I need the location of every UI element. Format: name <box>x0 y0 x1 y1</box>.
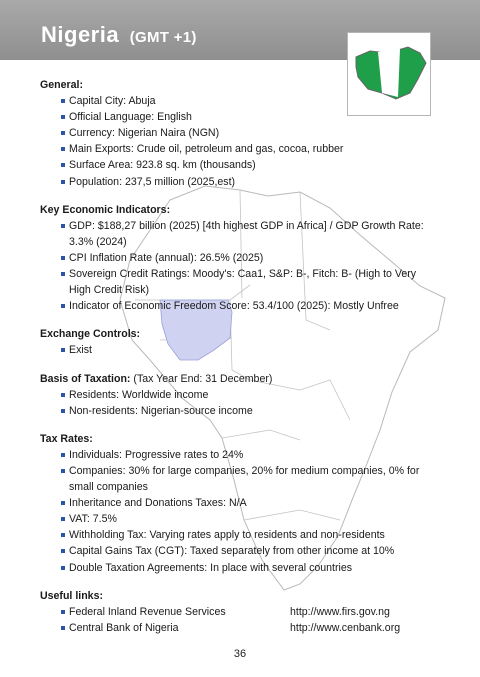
link-item-cbn <box>40 620 440 636</box>
tax-rates-list <box>40 447 440 576</box>
list-item: Main Exports: Crude oil, petroleum and gas, cocoa, rubber <box>40 141 440 157</box>
list-item: Indicator of Economic Freedom Score: 53.4/100 (2025): Mostly Unfree <box>40 298 440 314</box>
list-item: Non-residents: Nigerian-source income <box>40 403 440 419</box>
link-label: Federal Inland Revenue Services <box>69 605 226 618</box>
page-title: Nigeria (GMT +1) <box>41 22 197 47</box>
link-url[interactable]: http://www.firs.gov.ng <box>290 605 390 618</box>
tax-year-note: (Tax Year End: 31 December) <box>133 372 273 385</box>
list-item: Official Language: English <box>40 109 440 125</box>
list-item: Withholding Tax: Varying rates apply to residents and non-residents <box>40 527 440 543</box>
list-item: Inheritance and Donations Taxes: N/A <box>40 495 440 511</box>
exchange-list <box>40 342 440 358</box>
list-item: Sovereign Credit Ratings: Moody's: Caa1, S&P: B-, Fitch: B- (High to Very High Credit Risk) <box>40 266 440 298</box>
links-list <box>40 604 440 636</box>
list-item: Double Taxation Agreements: In place with several countries <box>40 560 440 576</box>
links-heading: Useful links: <box>40 589 103 602</box>
list-item: Capital City: Abuja <box>40 93 440 109</box>
list-item: CPI Inflation Rate (annual): 26.5% (2025) <box>40 250 440 266</box>
list-item: Companies: 30% for large companies, 20% for medium companies, 0% for small companies <box>40 463 440 495</box>
list-item: Population: 237,5 million (2025,est) <box>40 174 440 190</box>
link-item-firs <box>40 604 440 620</box>
list-item: GDP: $188,27 billion (2025) [4th highest GDP in Africa] / GDP Growth Rate: 3.3% (2024) <box>40 218 440 250</box>
economic-heading: Key Economic Indicators: <box>40 203 171 216</box>
economic-list <box>40 218 440 315</box>
link-label: Central Bank of Nigeria <box>69 621 179 634</box>
general-heading: General: <box>40 79 83 91</box>
list-item: VAT: 7.5% <box>40 511 440 527</box>
list-item: Surface Area: 923.8 sq. km (thousands) <box>40 157 440 173</box>
page-number: 36 <box>233 648 247 660</box>
general-list <box>40 93 440 190</box>
link-url[interactable]: http://www.cenbank.org <box>290 621 401 634</box>
taxation-list <box>40 387 440 419</box>
list-item: Capital Gains Tax (CGT): Taxed separately from other income at 10% <box>40 543 440 559</box>
tax-rates-heading: Tax Rates: <box>40 432 93 445</box>
exchange-heading: Exchange Controls: <box>40 328 141 341</box>
list-item: Exist <box>40 342 440 358</box>
list-item: Currency: Nigerian Naira (NGN) <box>40 125 440 141</box>
list-item: Residents: Worldwide income <box>40 387 440 403</box>
timezone-label: (GMT +1) <box>129 29 197 46</box>
list-item: Individuals: Progressive rates to 24% <box>40 447 440 463</box>
country-info-content <box>40 77 440 648</box>
taxation-heading: Basis of Taxation: (Tax Year End: 31 December) <box>40 372 273 385</box>
